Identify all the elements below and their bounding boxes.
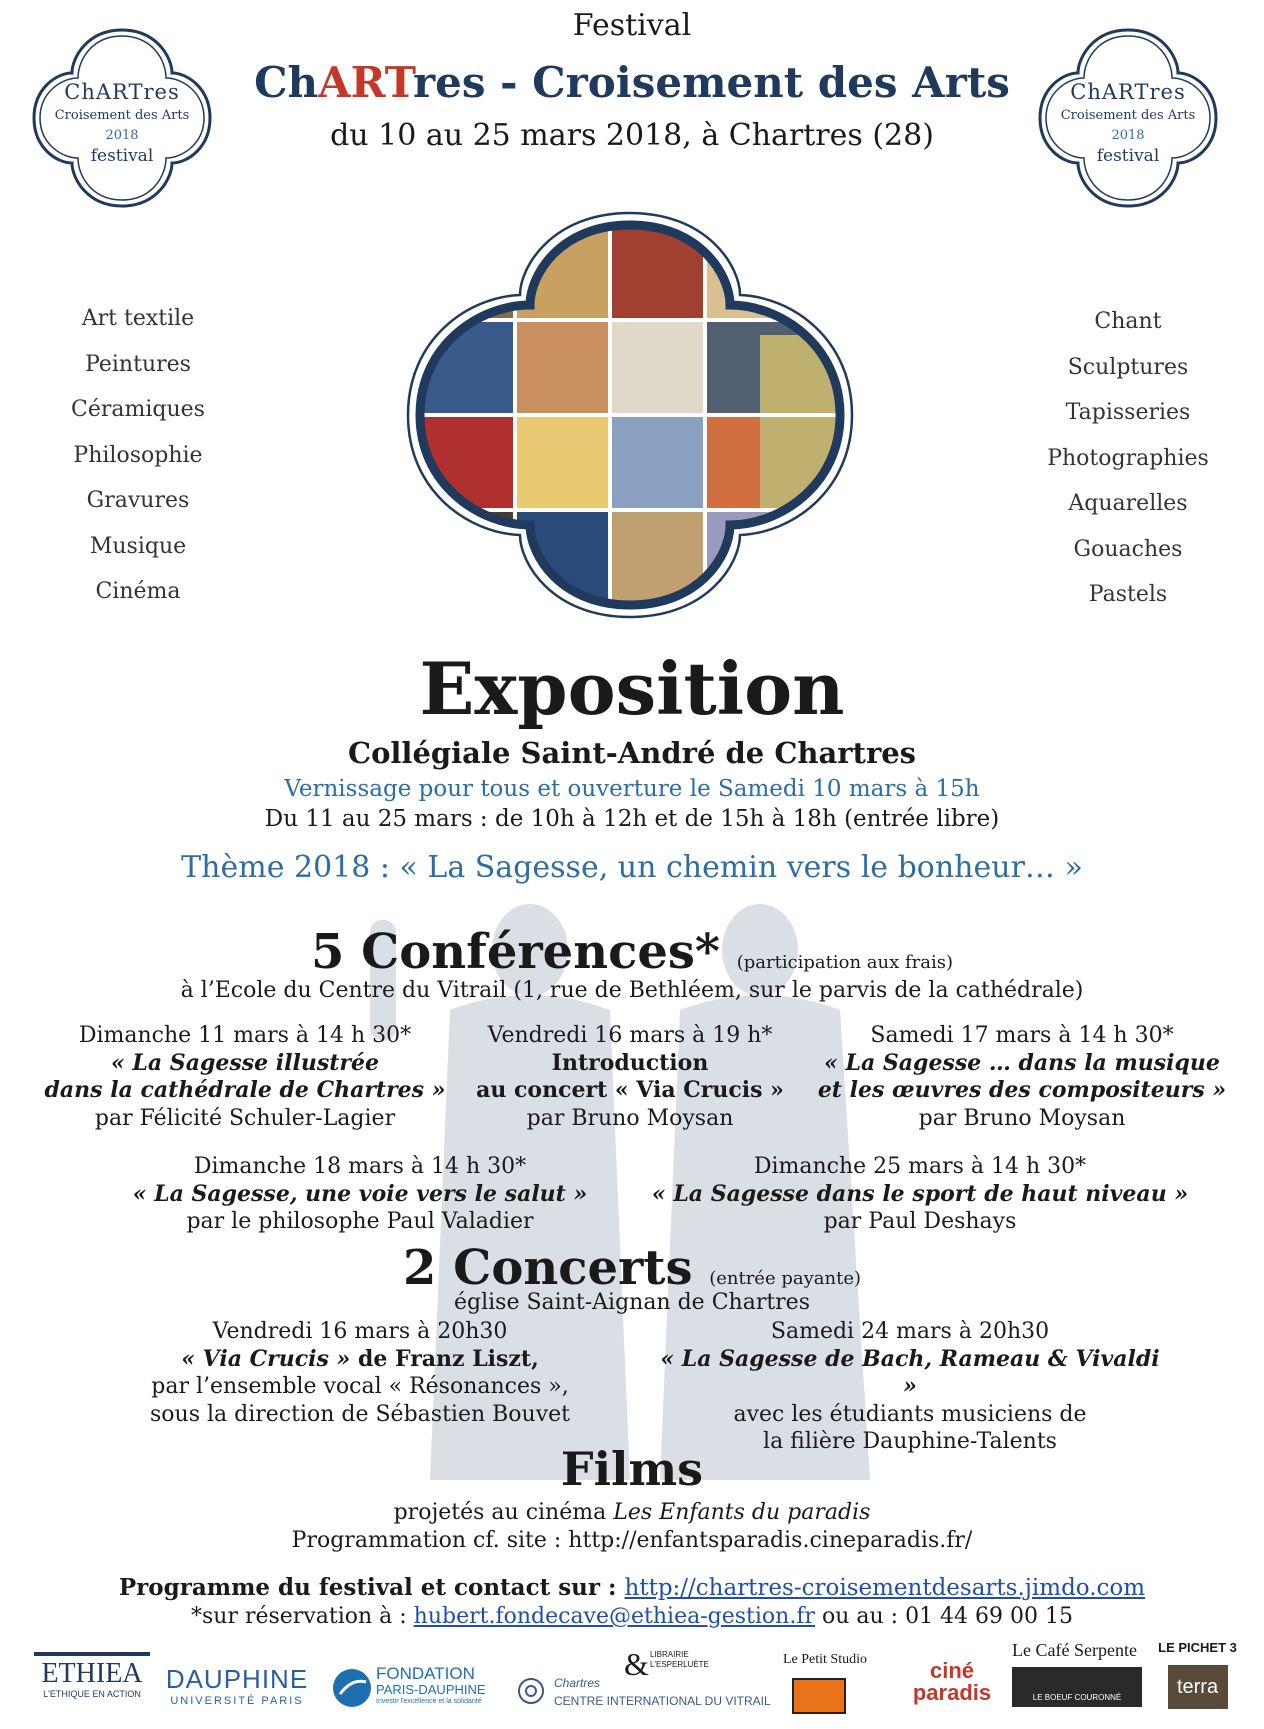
discipline-item: Sculptures bbox=[1067, 354, 1189, 380]
librairie-vitrail-logo bbox=[516, 1646, 771, 1716]
conferences-place: à l’Ecole du Centre du Vitrail (1, rue de Bethléem, sur le parvis de la cathédrale) bbox=[180, 978, 1084, 1003]
discipline-item: Chant bbox=[1094, 309, 1162, 334]
fondation-dauphine-logo bbox=[332, 1662, 492, 1712]
disciplines-right-list bbox=[998, 299, 1258, 618]
discipline-item: Tapisseries bbox=[1065, 400, 1191, 425]
conference-item bbox=[110, 1153, 610, 1236]
dauphine-sub: UNIVERSITÉ PARIS bbox=[170, 1695, 304, 1707]
conferences-note: (participation aux frais) bbox=[736, 952, 954, 973]
artwork-mosaic-image bbox=[400, 205, 860, 625]
vitrail-rosace-icon bbox=[516, 1676, 546, 1706]
films-cinema-name: Les Enfants du paradis bbox=[613, 1500, 871, 1525]
ampersand-icon: & bbox=[624, 1646, 649, 1682]
conference-speaker: par Bruno Moysan bbox=[526, 1105, 734, 1131]
festival-dates: du 10 au 25 mars 2018, à Chartres (28) bbox=[330, 118, 934, 153]
films-cinema-prefix: projetés au cinéma bbox=[393, 1500, 614, 1525]
concert-title: « La Sagesse de Bach, Rameau & Vivaldi » bbox=[660, 1345, 1160, 1399]
films-cinema bbox=[0, 1500, 1264, 1525]
emblem-festival: festival bbox=[1096, 146, 1160, 166]
title-suffix: res - Croisement des Arts bbox=[413, 58, 1010, 107]
conference-item bbox=[30, 1022, 460, 1132]
conference-item bbox=[460, 1022, 800, 1132]
concerts-note: (entrée payante) bbox=[709, 1268, 861, 1289]
exposition-theme: Thème 2018 : « La Sagesse, un chemin vers le bonheur… » bbox=[181, 850, 1083, 885]
emblem-subtitle: Croisement des Arts bbox=[54, 108, 190, 123]
pichet-terra-logo bbox=[1150, 1640, 1245, 1709]
conference-title: « La Sagesse … dans la musique bbox=[824, 1049, 1220, 1076]
films-heading: Films bbox=[560, 1442, 704, 1496]
dauphine-name: DAUPHINE bbox=[165, 1664, 309, 1694]
conference-date: Dimanche 25 mars à 14 h 30* bbox=[753, 1154, 1087, 1179]
exposition-heading: Exposition bbox=[419, 646, 845, 731]
petit-studio-icon bbox=[792, 1678, 846, 1714]
discipline-item: Peintures bbox=[85, 351, 191, 377]
concert-performer: avec les étudiants musiciens de bbox=[733, 1401, 1087, 1427]
emblem-title: ChARTres bbox=[64, 80, 180, 104]
concerts-heading bbox=[0, 1240, 1264, 1296]
conference-title: et les œuvres des compositeurs » bbox=[817, 1077, 1227, 1103]
librairie-label: LIBRAIRIE bbox=[650, 1650, 689, 1659]
emblem-festival: festival bbox=[90, 146, 154, 166]
vitrail-city: Chartres bbox=[554, 1676, 601, 1690]
emblem-year: 2018 bbox=[105, 128, 139, 143]
conference-title: « La Sagesse illustrée bbox=[111, 1049, 379, 1076]
emblem-title: ChARTres bbox=[1070, 80, 1186, 104]
discipline-item: Photographies bbox=[1047, 445, 1209, 471]
fondation-tagline: Investir l'excellence et la solidarité bbox=[376, 1698, 482, 1705]
fondation-globe-icon bbox=[332, 1668, 372, 1708]
films-programmation: Programmation cf. site : http://enfantsparadis.cineparadis.fr/ bbox=[291, 1528, 973, 1553]
ethiea-tagline: L'ETHIQUE EN ACTION bbox=[43, 1689, 141, 1699]
conference-title: dans la cathédrale de Chartres » bbox=[44, 1077, 446, 1103]
paradis-label: paradis bbox=[912, 1680, 992, 1705]
title-accent: ART bbox=[318, 58, 413, 107]
ethiea-name: ETHIEA bbox=[41, 1658, 143, 1689]
program-contact-line bbox=[0, 1574, 1264, 1601]
discipline-item: Gravures bbox=[86, 488, 190, 513]
discipline-item: Art textile bbox=[81, 306, 195, 331]
program-label: Programme du festival et contact sur : bbox=[118, 1574, 625, 1601]
conference-title: Introduction bbox=[551, 1049, 709, 1076]
conferences-heading bbox=[0, 924, 1264, 980]
concert-date: Samedi 24 mars à 20h30 bbox=[770, 1319, 1050, 1344]
terra-name: terra bbox=[1168, 1665, 1228, 1709]
petit-studio-name: Le Petit Studio bbox=[783, 1652, 867, 1667]
conference-speaker: par le philosophe Paul Valadier bbox=[186, 1209, 534, 1234]
reservation-line bbox=[0, 1604, 1264, 1629]
festival-label: Festival bbox=[572, 8, 692, 43]
concerts-title: 2 Concerts bbox=[403, 1240, 693, 1296]
emblem-year: 2018 bbox=[1111, 128, 1145, 143]
librairie-name: L'ESPERLUÈTE bbox=[650, 1660, 709, 1669]
exposition-venue: Collégiale Saint-André de Chartres bbox=[347, 736, 917, 770]
conference-date: Vendredi 16 mars à 19 h* bbox=[487, 1023, 773, 1048]
conference-title: au concert « Via Crucis » bbox=[476, 1077, 784, 1103]
emblem-subtitle: Croisement des Arts bbox=[1060, 108, 1196, 123]
conference-date: Samedi 17 mars à 14 h 30* bbox=[870, 1023, 1174, 1048]
fondation-sub: PARIS-DAUPHINE bbox=[376, 1682, 486, 1697]
discipline-item: Musique bbox=[89, 533, 187, 559]
concert-director: sous la direction de Sébastien Bouvet bbox=[150, 1401, 570, 1427]
discipline-item: Gouaches bbox=[1073, 536, 1183, 562]
concert-title: « Via Crucis » bbox=[181, 1345, 351, 1372]
reservation-phone: ou au : 01 44 69 00 15 bbox=[814, 1604, 1074, 1629]
concert-item bbox=[130, 1318, 590, 1428]
concert-performer-detail: la filière Dauphine-Talents bbox=[763, 1429, 1057, 1454]
concert-performer: par l’ensemble vocal « Résonances », bbox=[151, 1374, 569, 1399]
vitrail-name: CENTRE INTERNATIONAL DU VITRAIL bbox=[554, 1694, 771, 1708]
disciplines-left-list bbox=[8, 296, 268, 615]
concerts-place: église Saint-Aignan de Chartres bbox=[454, 1290, 810, 1315]
concert-date: Vendredi 16 mars à 20h30 bbox=[212, 1319, 508, 1344]
conference-speaker: par Félicité Schuler-Lagier bbox=[94, 1105, 396, 1131]
concert-item bbox=[650, 1318, 1170, 1456]
conference-item bbox=[800, 1022, 1244, 1132]
exposition-hours: Du 11 au 25 mars : de 10h à 12h et de 15h à 18h (entrée libre) bbox=[264, 806, 1000, 832]
reservation-label: *sur réservation à : bbox=[190, 1604, 414, 1629]
ethiea-logo bbox=[34, 1652, 150, 1699]
reservation-email-link[interactable]: hubert.fondecave@ethiea-gestion.fr bbox=[413, 1604, 815, 1629]
conference-date: Dimanche 11 mars à 14 h 30* bbox=[78, 1023, 412, 1048]
conference-item bbox=[640, 1153, 1200, 1236]
exposition-vernissage: Vernissage pour tous et ouverture le Samedi 10 mars à 15h bbox=[284, 776, 980, 802]
dauphine-logo bbox=[162, 1664, 312, 1707]
title-prefix: Ch bbox=[254, 58, 319, 107]
cine-label: ciné bbox=[929, 1658, 975, 1683]
festival-title bbox=[0, 58, 1264, 107]
conference-speaker: par Bruno Moysan bbox=[918, 1105, 1126, 1131]
conferences-title: 5 Conférences* bbox=[310, 924, 720, 980]
discipline-item: Pastels bbox=[1088, 582, 1168, 607]
pichet-name: LE PICHET 3 bbox=[1158, 1640, 1237, 1655]
discipline-item: Céramiques bbox=[71, 397, 205, 422]
discipline-item: Aquarelles bbox=[1068, 491, 1188, 516]
fondation-name: FONDATION bbox=[376, 1664, 475, 1683]
cafe-serpente-name: Le Café Serpente bbox=[1012, 1640, 1137, 1660]
conference-title: « La Sagesse dans le sport de haut niveau » bbox=[651, 1180, 1189, 1207]
conference-date: Dimanche 18 mars à 14 h 30* bbox=[193, 1154, 527, 1179]
concert-title-rest: de Franz Liszt, bbox=[350, 1345, 539, 1372]
discipline-item: Cinéma bbox=[95, 579, 181, 604]
petit-studio-logo bbox=[760, 1652, 890, 1722]
boeuf-couronne-name: LE BOEUF COURONNÉ bbox=[1012, 1667, 1142, 1707]
program-link[interactable]: http://chartres-croisementdesarts.jimdo.com bbox=[624, 1575, 1146, 1601]
conference-speaker: par Paul Deshays bbox=[823, 1209, 1017, 1234]
cafe-serpente-logo bbox=[1012, 1640, 1147, 1707]
conference-title: « La Sagesse, une voie vers le salut » bbox=[132, 1180, 588, 1207]
cine-paradis-logo bbox=[902, 1660, 1002, 1704]
discipline-item: Philosophie bbox=[73, 442, 203, 468]
